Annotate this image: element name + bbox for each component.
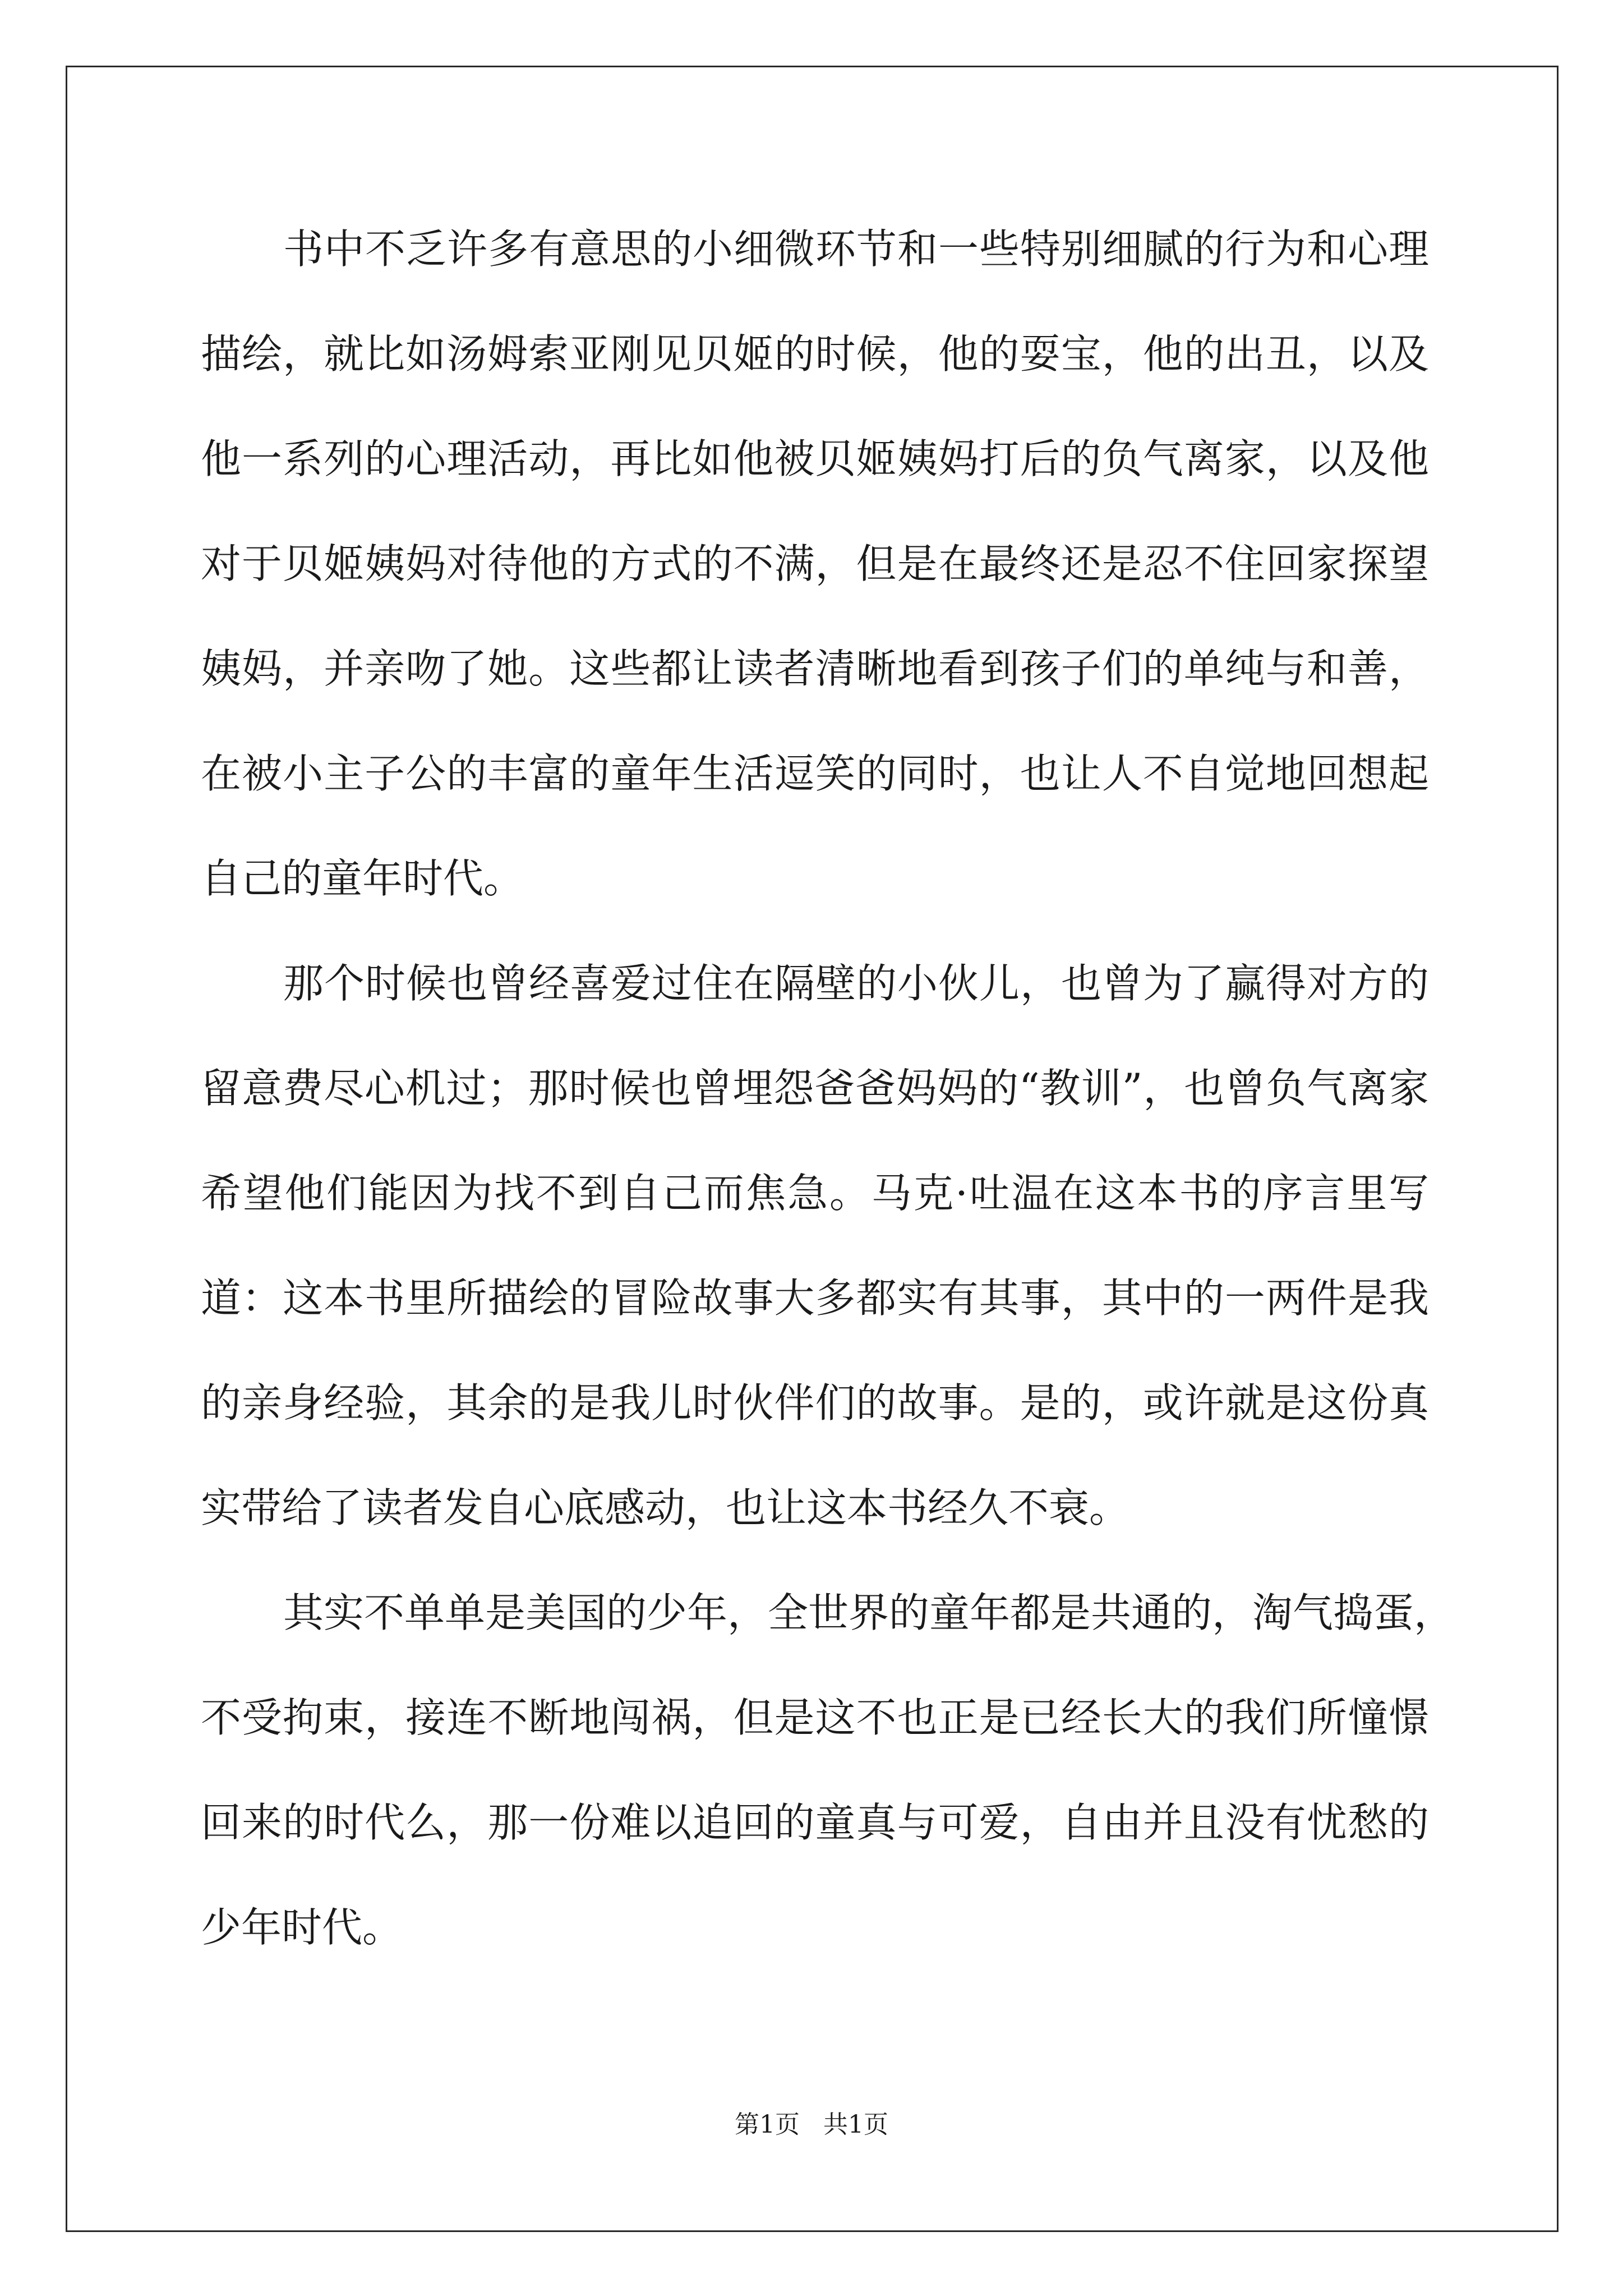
paragraph-2-line-1: 那个时候也曾经喜爱过住在隔壁的小伙儿，也曾为了赢得对方的 [283,960,1429,1007]
paragraph-1-line-2: 描绘，就比如汤姆索亚刚见贝姬的时候，他的耍宝，他的出丑，以及 [201,330,1429,378]
paragraph-3-line-3: 回来的时代么，那一份难以追回的童真与可爱，自由并且没有忧愁的 [201,1799,1429,1846]
paragraph-1-line-3: 他一系列的心理活动，再比如他被贝姬姨妈打后的负气离家，以及他 [201,435,1429,482]
paragraph-2-line-4: 道：这本书里所描绘的冒险故事大多都实有其事，其中的一两件是我 [201,1274,1429,1322]
paragraph-2-line-5: 的亲身经验，其余的是我儿时伙伴们的故事。是的，或许就是这份真 [201,1379,1429,1427]
paragraph-2-line-6: 实带给了读者发自心底感动，也让这本书经久不衰。 [201,1484,1130,1531]
paragraph-1-line-7: 自己的童年时代。 [201,855,524,902]
page-footer: 第1页 共1页 [735,2110,888,2139]
paragraph-1-line-6: 在被小主子公的丰富的童年生活逗笑的同时，也让人不自觉地回想起 [201,750,1429,797]
paragraph-1-line-1: 书中不乏许多有意思的小细微环节和一些特别细腻的行为和心理 [283,226,1429,273]
paragraph-3-line-4: 少年时代。 [201,1904,403,1951]
paragraph-1-line-4: 对于贝姬姨妈对待他的方式的不满，但是在最终还是忍不住回家探望 [201,540,1429,587]
paragraph-3-line-1: 其实不单单是美国的少年，全世界的童年都是共通的，淘气捣蛋， [283,1589,1455,1636]
paragraph-2-line-2: 留意费尽心机过；那时候也曾埋怨爸爸妈妈的“教训”，也曾负气离家 [201,1065,1429,1112]
paragraph-3-line-2: 不受拘束，接连不断地闯祸，但是这不也正是已经长大的我们所憧憬 [201,1694,1429,1741]
paragraph-2-line-3: 希望他们能因为找不到自己而焦急。马克·吐温在这本书的序言里写 [201,1170,1429,1217]
paragraph-1-line-5: 姨妈，并亲吻了她。这些都让读者清晰地看到孩子们的单纯与和善， [201,645,1429,692]
